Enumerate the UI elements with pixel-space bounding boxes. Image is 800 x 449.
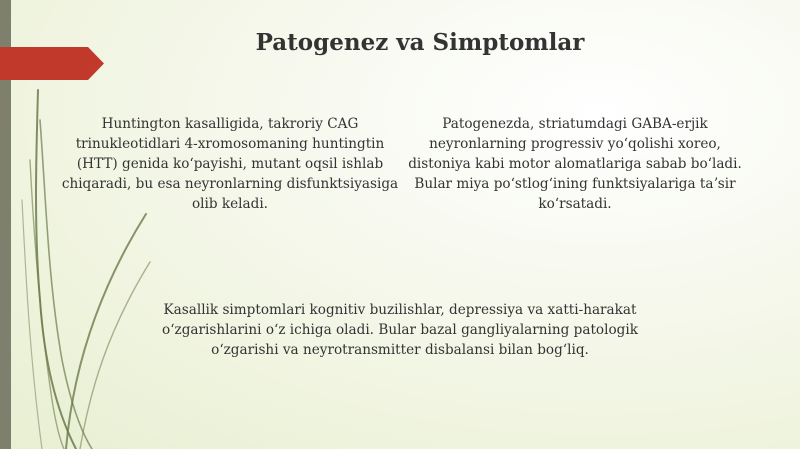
- slide-title: Patogenez va Simptomlar: [255, 29, 585, 56]
- paragraph-right: Patogenezda, striatumdagi GABA-erjik neyronlarning progressiv yoʻqolishi xoreo, distoniya kabi motor alomatlariga sabab boʻladi. Bular miya poʻstlogʻining funktsiyalariga taʼsir koʻrsatadi.: [408, 116, 742, 212]
- paragraph-left: Huntington kasalligida, takroriy CAG trinukleotidlari 4-xromosomaning huntingtin (HTT) genida koʻpayishi, mutant oqsil ishlab chiqaradi, bu esa neyronlarning disfunktsiyasiga olib keladi.: [61, 116, 399, 212]
- paragraph-bottom: Kasallik simptomlari kognitiv buzilishlar, depressiya va xatti-harakat oʻzgarishlarini oʻz ichiga oladi. Bular bazal gangliyalarning patologik oʻzgarishi va neyrotransmitter disbalansi bilan bogʻliq.: [162, 302, 638, 358]
